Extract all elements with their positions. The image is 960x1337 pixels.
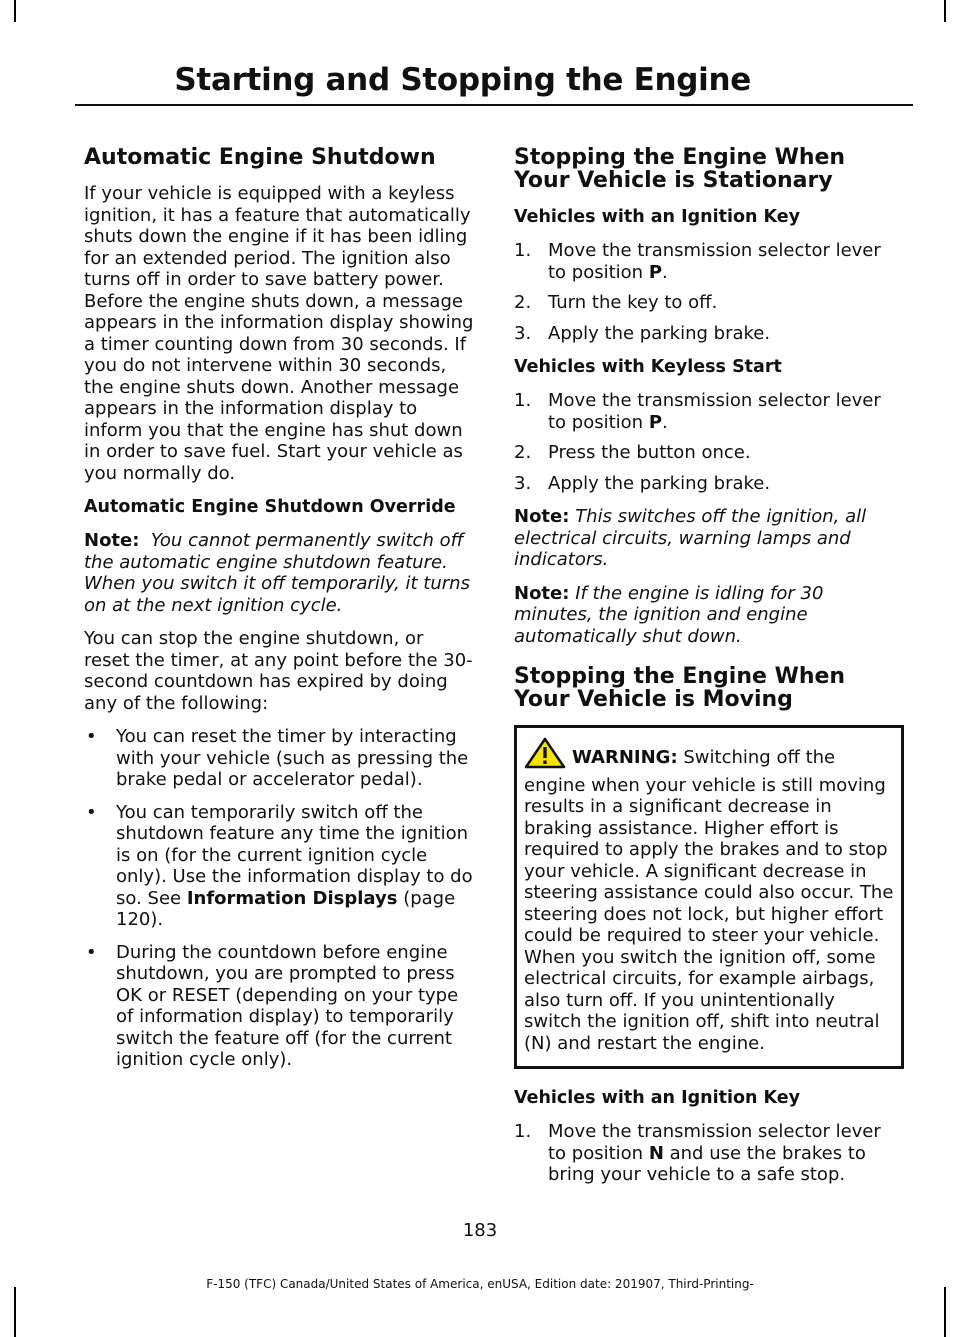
warning-triangle-icon <box>524 737 566 775</box>
steps-ignition-key <box>514 240 904 344</box>
left-column <box>84 146 474 1082</box>
list-item <box>514 442 904 464</box>
intro-paragraph: If your vehicle is equipped with a keyless ignition, it has a feature that automatically shuts down the engine if it has been idling for an extended period. The ignition also turns off in order to save battery power. Before the engine shuts down, a message appears in the information display showing a timer counting down from 30 seconds. If you do not intervene within 30 seconds, the engine shuts down. Another message appears in the information display to inform you that the engine has shut down in order to save fuel. Start your vehicle as you normally do. <box>84 183 474 484</box>
section-heading-moving: Stopping the Engine When Your Vehicle is Moving <box>514 664 846 712</box>
subheading-ignition-key-moving: Vehicles with an Ignition Key <box>514 1088 801 1108</box>
crop-mark-top-left <box>14 0 16 22</box>
override-note <box>84 530 474 616</box>
step-number: 2. <box>514 442 532 463</box>
step-number: 2. <box>514 292 532 313</box>
warning-box <box>514 725 904 1069</box>
list-item <box>514 473 904 495</box>
note-text: This switches off the ignition, all electrical circuits, warning lamps and indicators. <box>514 506 867 570</box>
step-text-end: . <box>662 261 668 283</box>
list-item-text: During the countdown before engine shutdown, you are prompted to press OK or RESET (depending on your type of information display) to temporarily switch the feature off (for the current ignition cycle only). <box>116 941 459 1070</box>
step-number: 1. <box>514 390 532 411</box>
step-text: Move the transmission selector lever to position <box>548 240 881 283</box>
gear-position: P <box>648 261 663 283</box>
section-heading-stationary: Stopping the Engine When Your Vehicle is Stationary <box>514 145 846 193</box>
note-text: You cannot permanently switch off the automatic engine shutdown feature. When you switch it off temporarily, it turns on at the next ignition cycle. <box>84 530 470 616</box>
step-number: 3. <box>514 472 532 494</box>
list-item <box>84 942 474 1071</box>
subheading-keyless-start: Vehicles with Keyless Start <box>514 357 782 377</box>
list-item <box>514 390 904 433</box>
note-text: If the engine is idling for 30 minutes, the ignition and engine automatically shut down. <box>514 582 824 647</box>
warning-label: WARNING: <box>572 747 678 768</box>
right-column <box>514 146 904 1198</box>
bullet-icon: • <box>86 726 97 747</box>
step-number: 1. <box>514 240 532 261</box>
list-item <box>84 726 474 791</box>
list-item <box>514 1121 904 1186</box>
section-heading-auto-shutdown: Automatic Engine Shutdown <box>84 145 436 170</box>
warning-text: Switching off the engine when your vehicle is still moving results in a significant decrease in braking assistance. Higher effort is required to apply the brakes and to stop your vehicle. A significant decrease in steering assistance could also occur. The steering does not lock, but higher effort could be required to steer your vehicle. When you switch the ignition off, some electrical circuits, for example airbags, also turn off. If you unintentionally switch the ignition off, shift into neutral (N) and restart the engine. <box>524 747 894 1054</box>
list-item <box>514 323 904 345</box>
override-paragraph: You can stop the engine shutdown, or reset the timer, at any point before the 30-second countdown has expired by doing any of the following: <box>84 628 473 714</box>
step-text: Apply the parking brake. <box>548 472 771 494</box>
list-item <box>84 802 474 931</box>
step-text: Press the button once. <box>548 442 751 463</box>
note-label: Note: <box>514 582 570 604</box>
header-rule <box>75 104 913 106</box>
step-text-end: and use the brakes to bring your vehicle to a safe stop. <box>548 1142 866 1185</box>
crop-mark-bottom-right <box>944 1287 946 1337</box>
crop-mark-top-right <box>944 0 946 22</box>
page-number: 183 <box>462 1220 498 1241</box>
note-label: Note: <box>514 506 570 527</box>
steps-moving <box>514 1121 904 1186</box>
step-text: Turn the key to off. <box>548 292 718 313</box>
override-heading: Automatic Engine Shutdown Override <box>84 497 456 517</box>
gear-position: P <box>648 411 663 433</box>
note-label: Note: <box>84 530 140 551</box>
step-number: 3. <box>514 322 532 344</box>
crop-mark-bottom-left <box>14 1287 16 1337</box>
information-displays-link[interactable]: Information Displays <box>186 887 398 909</box>
page-reference: (page 120). <box>116 887 456 930</box>
gear-position: N <box>648 1142 664 1164</box>
step-text-end: . <box>662 411 668 433</box>
list-item <box>514 240 904 283</box>
step-text: Move the transmission selector lever to position <box>548 390 881 433</box>
footer-edition-text: F-150 (TFC) Canada/United States of America, enUSA, Edition date: 201907, Third-Printing- <box>206 1277 754 1291</box>
override-options-list <box>84 726 474 1071</box>
note-ignition <box>514 506 904 571</box>
bullet-icon: • <box>86 801 97 823</box>
step-text: Apply the parking brake. <box>548 322 771 344</box>
page-title: Starting and Stopping the Engine <box>174 62 751 98</box>
steps-keyless-start <box>514 390 904 494</box>
subheading-ignition-key: Vehicles with an Ignition Key <box>514 207 801 227</box>
list-item <box>514 292 904 314</box>
list-item-text: You can reset the timer by interacting with your vehicle (such as pressing the brake pedal or accelerator pedal). <box>116 726 469 790</box>
note-idling <box>514 583 904 648</box>
bullet-icon: • <box>86 941 97 963</box>
list-item-text: You can temporarily switch off the shutdown feature any time the ignition is on (for the current ignition cycle only). Use the information display to do so. See <box>116 801 473 909</box>
step-number: 1. <box>514 1121 532 1142</box>
step-text: Move the transmission selector lever to position <box>548 1121 881 1164</box>
